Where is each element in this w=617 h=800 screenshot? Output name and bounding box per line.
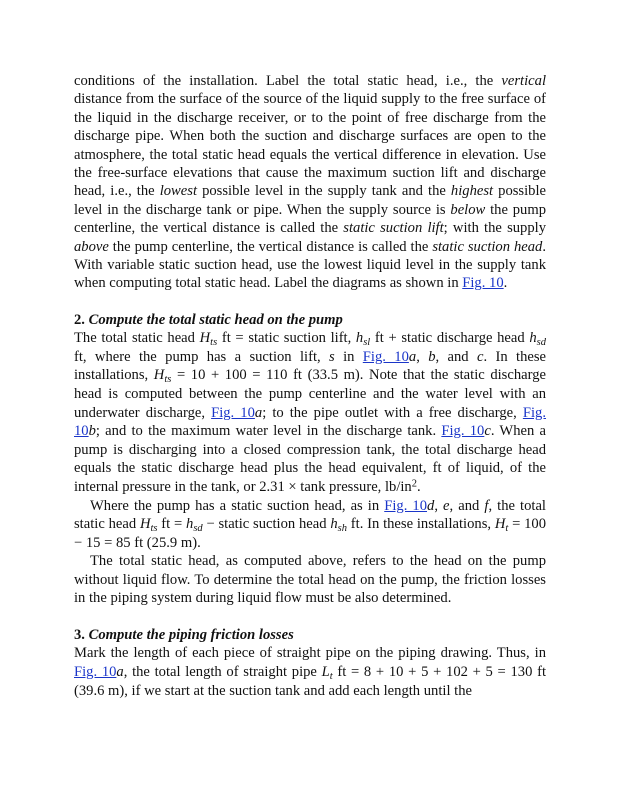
- paragraph-static-head-definition: conditions of the installation. Label the total static head, i.e., the vertical distance from the surface of the source of the liquid supply to the free surface of the liquid in the discharge receiver, or to the point of free discharge from the discharge pipe. When both the suction and discharge surfaces are open to the atmosphere, the total static head equals the vertical difference in elevation. Use the free-surface elevations that cause the maximum suction lift and discharge head, i.e., the lowest possible level in the supply tank and the highest possible level in the discharge tank or pipe. When the supply source is below the pump centerline, the vertical distance is called the static suction lift; with the supply above the pump centerline, the vertical distance is called the static suction head. With variable static suction head, use the lowest liquid level in the supply tank when computing total static head. Label the diagrams as shown in Fig. 10.: [74, 73, 546, 292]
- paragraph-piping-length: Mark the length of each piece of straight pipe on the piping drawing. Thus, in Fig. 10a, the total length of straight pipe $L_t$ ft = 8 + 10 + 5 + 102 + 5 = 130 ft (39.6 m), if we start at the suction tank and add each length until the: [74, 645, 546, 700]
- fig-10-link[interactable]: Fig. 10: [362, 348, 409, 365]
- paragraph-total-static-head: The total static head $H_{ts}$ ft = static suction lift, $h_{sl}$ ft + static discharge head $h_{sd}$ ft, where the pump has a suction lift, s in Fig. 10a, b, and c. In these installations, $H_{ts} = 10 + 100 = 110$ ft (33.5 m). Note that the static discharge head is computed between the pump centerline and the water level with an underwater discharge, Fig. 10a; to the pipe outlet with a free discharge, Fig. 10b; and to the maximum water level in the discharge tank. Fig. 10c. When a pump is discharging into a closed compression tank, the total discharge head equals the static discharge head plus the head equivalent, ft of liquid, of the internal pressure in the tank, or 2.31 × tank pressure, $lb/in^2$.: [74, 330, 547, 496]
- paragraph-static-suction-head: Where the pump has a static suction head, as in Fig. 10d, e, and f, the total static head $H_{ts}$ ft = $h_{sd}$ − static suction head $h_{sh}$ ft. In these installations, $H_t = 100 - 15 = 85$ ft (25.9 m).: [74, 497, 546, 551]
- fig-10-link[interactable]: Fig. 10: [462, 275, 504, 292]
- fig-10-link[interactable]: Fig. 10: [211, 404, 255, 421]
- section-2-heading: 2. Compute the total static head on the pump: [74, 311, 343, 328]
- fig-10-link[interactable]: Fig. 10: [441, 423, 485, 440]
- fig-10-link[interactable]: Fig. 10: [384, 497, 428, 514]
- fig-10-link[interactable]: Fig. 10: [74, 664, 117, 681]
- section-3-heading: 3. Compute the piping friction losses: [74, 626, 294, 643]
- fig-10-link[interactable]: 10: [74, 423, 89, 440]
- fig-10-link[interactable]: Fig.: [522, 404, 546, 421]
- paragraph-head-without-flow: The total static head, as computed above, refers to the head on the pump without liquid flow. To determine the total head on the pump, the friction losses in the piping system during liquid flow must be also determined.: [74, 553, 546, 607]
- document-page: [74, 72, 546, 702]
